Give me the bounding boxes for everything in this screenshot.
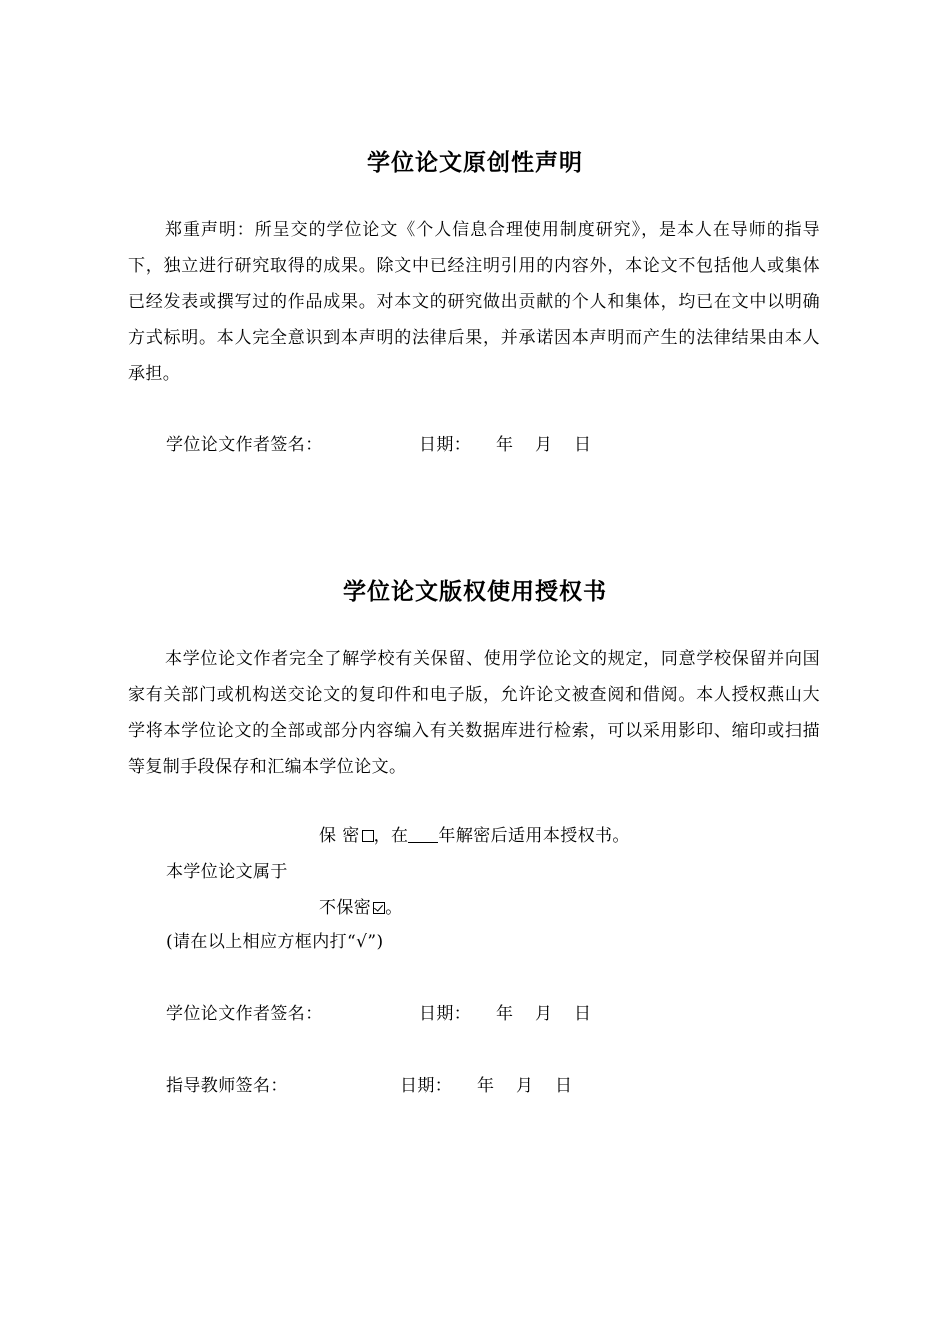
- confidential-suffix-1: ，在: [373, 826, 409, 846]
- non-confidential-checkbox[interactable]: [373, 902, 385, 914]
- author-month: 月: [535, 1004, 553, 1024]
- authorization-body: 本学位论文作者完全了解学校有关保留、使用学位论文的规定，同意学校保留并向国家有关部门或机构送交论文的复印件和电子版，允许论文被查阅和借阅。本人授权燕山大学将本学位论文的全部或部分内容编入有关数据库进行检索，可以采用影印、缩印或扫描等复制手段保存和汇编本学位论文。: [128, 649, 820, 777]
- non-confidential-label: 不保密: [319, 898, 372, 918]
- declaration-signature-label: 学位论文作者签名：: [166, 435, 323, 455]
- author-day: 日: [574, 1004, 592, 1024]
- author-signature-label: 学位论文作者签名：: [166, 1004, 323, 1024]
- declaration-title: 学位论文原创性声明: [367, 150, 583, 176]
- confidential-checkbox[interactable]: [362, 830, 374, 842]
- authorization-title: 学位论文版权使用授权书: [343, 579, 607, 605]
- non-confidential-suffix: 。: [385, 898, 403, 918]
- author-date-label: 日期：: [419, 1004, 472, 1024]
- supervisor-year: 年: [477, 1076, 495, 1096]
- declaration-month: 月: [535, 435, 553, 455]
- declaration-date-label: 日期：: [419, 435, 472, 455]
- author-year: 年: [496, 1004, 514, 1024]
- declaration-day: 日: [574, 435, 592, 455]
- declaration-year: 年: [496, 435, 514, 455]
- supervisor-day: 日: [555, 1076, 573, 1096]
- declaration-body: 郑重声明：所呈交的学位论文《个人信息合理使用制度研究》，是本人在导师的指导下，独立进行研究取得的成果。除文中已经注明引用的内容外，本论文不包括他人或集体已经发表或撰写过的作品成果。对本文的研究做出贡献的个人和集体，均已在文中以明确方式标明。本人完全意识到本声明的法律后果，并承诺因本声明而产生的法律结果由本人承担。: [128, 220, 820, 384]
- supervisor-signature-label: 指导教师签名：: [166, 1076, 288, 1096]
- checkbox-instruction: (请在以上相应方框内打“√”): [166, 932, 384, 952]
- belongs-label: 本学位论文属于: [166, 862, 288, 882]
- confidential-option: [319, 824, 630, 848]
- supervisor-date-label: 日期：: [400, 1076, 453, 1096]
- confidential-label: 保 密: [319, 826, 360, 846]
- non-confidential-option: [319, 896, 403, 920]
- confidential-suffix-2: 年解密后适用本授权书。: [438, 826, 630, 846]
- supervisor-month: 月: [516, 1076, 534, 1096]
- decrypt-years-blank[interactable]: [408, 826, 438, 843]
